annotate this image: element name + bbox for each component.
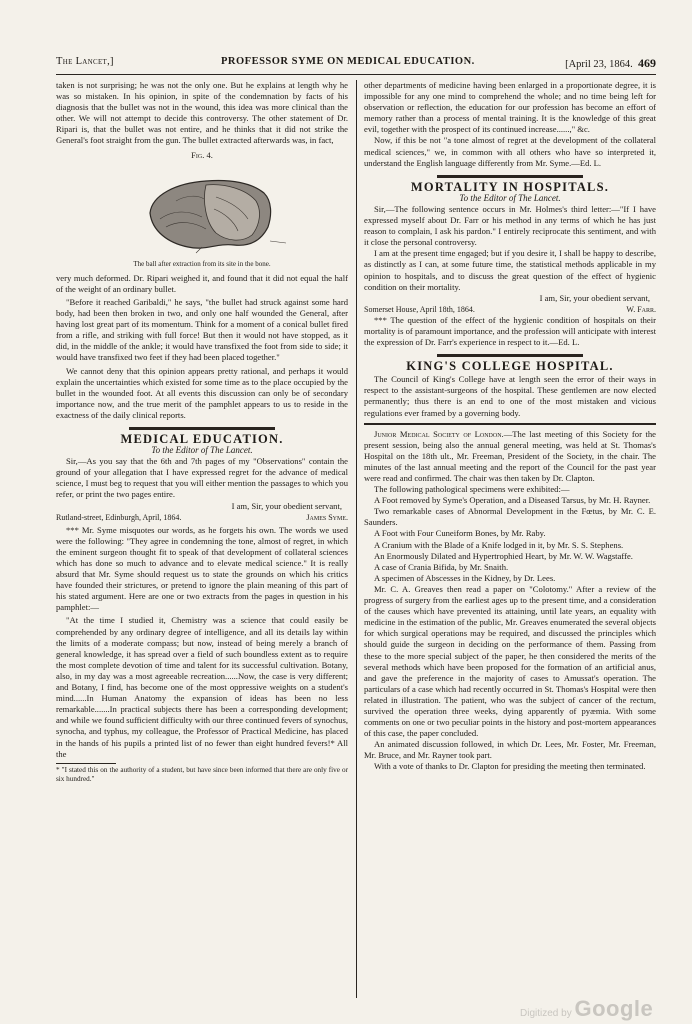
figure-label: Fig. 4. bbox=[191, 149, 213, 160]
right-column bbox=[364, 80, 656, 773]
header-rule bbox=[56, 74, 656, 75]
section-title: MORTALITY IN HOSPITALS. bbox=[410, 179, 610, 194]
letter-text: Sir,—As you say that the 6th and 7th pages of my "Observations" contain the ground of your allegation that I have expressed regret for the advance of medical science, I must beg to request that you will either mention the passages to which you refer, or print the two pages entire. bbox=[56, 456, 348, 500]
letter-footer bbox=[56, 512, 348, 523]
society-report bbox=[364, 429, 656, 484]
signature-line: I am, Sir, your obedient servant, bbox=[231, 500, 342, 511]
digitization-watermark bbox=[520, 996, 653, 1022]
section-title: MEDICAL EDUCATION. bbox=[120, 431, 284, 446]
watermark-prefix: Digitized by bbox=[520, 1008, 572, 1019]
section-subtitle: To the Editor of The Lancet. bbox=[459, 192, 561, 203]
quotation: "Before it reached Garibaldi," he says, "the bullet had struck against some hard body, had been then broken in two, and only one half wounded the General, after having lost great part of its momentum. Think for a moment of a conical bullet fired from a rifle, and striking with full force! But then it would not have stopped, as it did, in the middle of the ankle; it would have transfixed the foot from side to side; it would have transfixed two feet if they had been placed together." bbox=[56, 296, 348, 363]
society-report-text: —The last meeting of this Society for the present session, being also the annual general meeting, was held at St. Thomas's Hospital on the 18th ult., Mr. Freeman, President of the Society, in the chair. The minutes of the last annual meeting and the report of the Council for the past year were read and confirmed. The chair was then taken by Dr. Clapton. bbox=[364, 428, 656, 483]
paragraph: Mr. C. A. Greaves then read a paper on "Colotomy." After a review of the progress of surgery from the earliest ages up to the present time, and a consideration of the causes which have prevented its attaining, until late years, an equality with medicine in the estimation of the public, Mr. Greaves enumerated the several objects for which surgical operations may be required, and discussed the principles which should guide the surgeon in deciding on the performance of them. Passing from these to the more special subject of the paper, he then considered the merits of the several methods which have been proposed for the formation of an artificial anus, and gave the preference in the majority of cases to Amussat's operation. The particulars of a case which had recently occurred in St. Thomas's Hospital were then related in illustration. The patient, who was the subject of cancer of the rectum, survived the operation three weeks, dying apparently of pyæmia. With some comments on one or two peculiar points in the history and post-mortem appearances of this case, the paper concluded. bbox=[364, 583, 656, 739]
paragraph: We cannot deny that this opinion appears pretty rational, and perhaps it would explain the uncertainties which existed for some time as to the place occupied by the bullet in the wounded foot. At all events this discussion can only be of secondary importance now, and the true merit of the pamphlet appears to us to reside in the exactness of the daily clinical reports. bbox=[56, 365, 348, 420]
paragraph: With a vote of thanks to Dr. Clapton for presiding the meeting then terminated. bbox=[374, 761, 646, 772]
paragraph: The Council of King's College have at length seen the error of their ways in respect to the assistant-surgeons of the hospital. These gentlemen are now elected permanently; thus there is an end to one of the most mistaken and vicious regulations ever framed by a governing body. bbox=[364, 374, 656, 418]
issue-date: [April 23, 1864. bbox=[565, 59, 633, 70]
letter-footer bbox=[364, 304, 656, 315]
paragraph: taken is not surprising; he was not the only one. But he explains at length why he was so mistaken. In his opinion, in spite of the condemnation by facts of his diagnosis that the bullet was not in the wound, this idea was more clinical than the other. We will not attempt to decide this controversy. The other statement of Dr. Ripari is, that the bullet was not entire, and he thinks that it did not strike the General's foot straight from the gun. The bullet extracted afterwards was, in fact, bbox=[56, 80, 348, 146]
page-number: 469 bbox=[638, 56, 656, 70]
journal-name: The Lancet,] bbox=[56, 56, 114, 67]
list-item: A Foot removed by Syme's Operation, and a Diseased Tarsus, by Mr. H. Rayner. bbox=[374, 495, 651, 506]
list-item: A specimen of Abscesses in the Kidney, by Dr. Lees. bbox=[374, 572, 556, 583]
list-item: Two remarkable cases of Abnormal Development in the Fœtus, by Mr. C. E. Saunders. bbox=[364, 506, 656, 528]
watermark-brand: Google bbox=[574, 996, 654, 1021]
column-divider bbox=[356, 80, 357, 998]
editor-note: *** The question of the effect of the hygienic condition of hospitals on their mortality is of paramount importance, and the profession will anticipate with interest the expression of Dr. Farr's experience in respect to it.—Ed. L. bbox=[364, 314, 656, 348]
signature-line: I am, Sir, your obedient servant, bbox=[539, 292, 650, 303]
section-rule bbox=[364, 423, 656, 425]
section-rule bbox=[437, 175, 583, 178]
society-name: Junior Medical Society of London. bbox=[374, 428, 504, 439]
figure-caption: The ball after extraction from its site in the bone. bbox=[133, 259, 271, 268]
footnote: * "I stated this on the authority of a student, but have since been informed that there are only five or six hundred." bbox=[56, 765, 348, 783]
footnote-rule bbox=[56, 763, 116, 764]
list-item: A Cranium with the Blade of a Knife lodged in it, by Mr. S. S. Stephens. bbox=[374, 539, 624, 550]
date-and-page bbox=[565, 56, 656, 71]
section-rule bbox=[437, 354, 583, 357]
section-rule bbox=[129, 427, 275, 430]
letter-place: Rutland-street, Edinburgh, April, 1864. bbox=[56, 512, 182, 522]
running-header bbox=[56, 56, 656, 72]
bullet-figure bbox=[56, 161, 348, 259]
section-subtitle: To the Editor of The Lancet. bbox=[151, 445, 253, 456]
section-title: KING'S COLLEGE HOSPITAL. bbox=[406, 359, 614, 374]
paragraph: The following pathological specimens were exhibited:— bbox=[374, 484, 570, 495]
letter-signer: W. Farr. bbox=[626, 304, 656, 314]
specimen-list bbox=[364, 495, 656, 584]
list-item: An Enormously Dilated and Hypertrophied Heart, by Mr. W. W. Wagstaffe. bbox=[374, 550, 633, 561]
paragraph: Now, if this be not "a tone almost of regret at the development of the collateral medical sciences," we, in common with all others who have so interpreted it, understand the English language differently from Mr. Syme.—Ed. L. bbox=[364, 135, 656, 168]
paragraph: An animated discussion followed, in which Dr. Lees, Mr. Foster, Mr. Freeman, Mr. Bruce, and Mr. Rayner took part. bbox=[364, 739, 656, 761]
running-title: PROFESSOR SYME ON MEDICAL EDUCATION. bbox=[221, 56, 475, 67]
list-item: A case of Crania Bifida, by Mr. Snaith. bbox=[374, 561, 509, 572]
paragraph: very much deformed. Dr. Ripari weighed it, and found that it did not equal the half of the weight of an ordinary bullet. bbox=[56, 272, 348, 294]
deformed-bullet-illustration bbox=[56, 161, 348, 259]
list-item: A Foot with Four Cuneiform Bones, by Mr. Raby. bbox=[374, 528, 546, 539]
quotation: "At the time I studied it, Chemistry was a science that could easily be comprehended by any ordinary degree of intelligence, and all its details lay within the limits of a moderate compass; but now, instead of being merely a branch of general knowledge, it has spread over a field of such boundless extent as to require the most complete devotion of time and talent for its successful cultivation. Botany, also, in my day was a most agreeable recreation......Now, the case is very different; and Botany, I find, has become one of the most oppressive weights on a student's mind......In Human Anatomy the expansion of ideas has been no less remarkable.......In practical subjects there has been a corresponding development; and while we found sufficient difficulty with our three continued fevers of synochus, synocha, and typhus, my colleague, the Professor of Practical Medicine, has placed in the hands of his pupils a printed list of no fewer than eight hundred fevers!* All the bbox=[56, 615, 348, 759]
letter-text: I am at the present time engaged; but if you desire it, I shall be happy to describe, as distinctly as I can, at some future time, the statistical methods applicable in my opinion to hospitals, and to discuss the great question of the effect of hygienic condition on their mortality. bbox=[364, 248, 656, 292]
left-column bbox=[56, 80, 348, 784]
paragraph: other departments of medicine having been enlarged in a proportionate degree, it is impossible for any one mind to comprehend the whole; and no time being left for observation or reflection, the education for our profession has become an effort of memory rather than a process of mental training. It is the knowledge of this great evil, together with the prospect of its continued increase......," &c. bbox=[364, 80, 656, 135]
letter-place: Somerset House, April 18th, 1864. bbox=[364, 304, 475, 314]
letter-text: Sir,—The following sentence occurs in Mr. Holmes's third letter:—"If I have expressed myself about Dr. Farr or his method in any terms of which he has just reason to complain, I ask his pardon." I entirely reciprocate this sentiment, and with it close the personal controversy. bbox=[364, 203, 656, 248]
letter-signer: James Syme. bbox=[306, 512, 348, 522]
editor-reply: *** Mr. Syme misquotes our words, as he forgets his own. The words we used were the following: "They agree in condemning the tone, almost of regret, in which the eminent surgeon thought fit to speak of that development of collateral sciences which has done so much to advance and to elevate medical science." It is really absurd that Mr. Syme should request us to state the grounds on which his critics have founded their strictures, or pretend to ignore the plain meaning of this part of his stated argument. Here are one or two extracts from the pages in question in his pamphlet:— bbox=[56, 524, 348, 613]
